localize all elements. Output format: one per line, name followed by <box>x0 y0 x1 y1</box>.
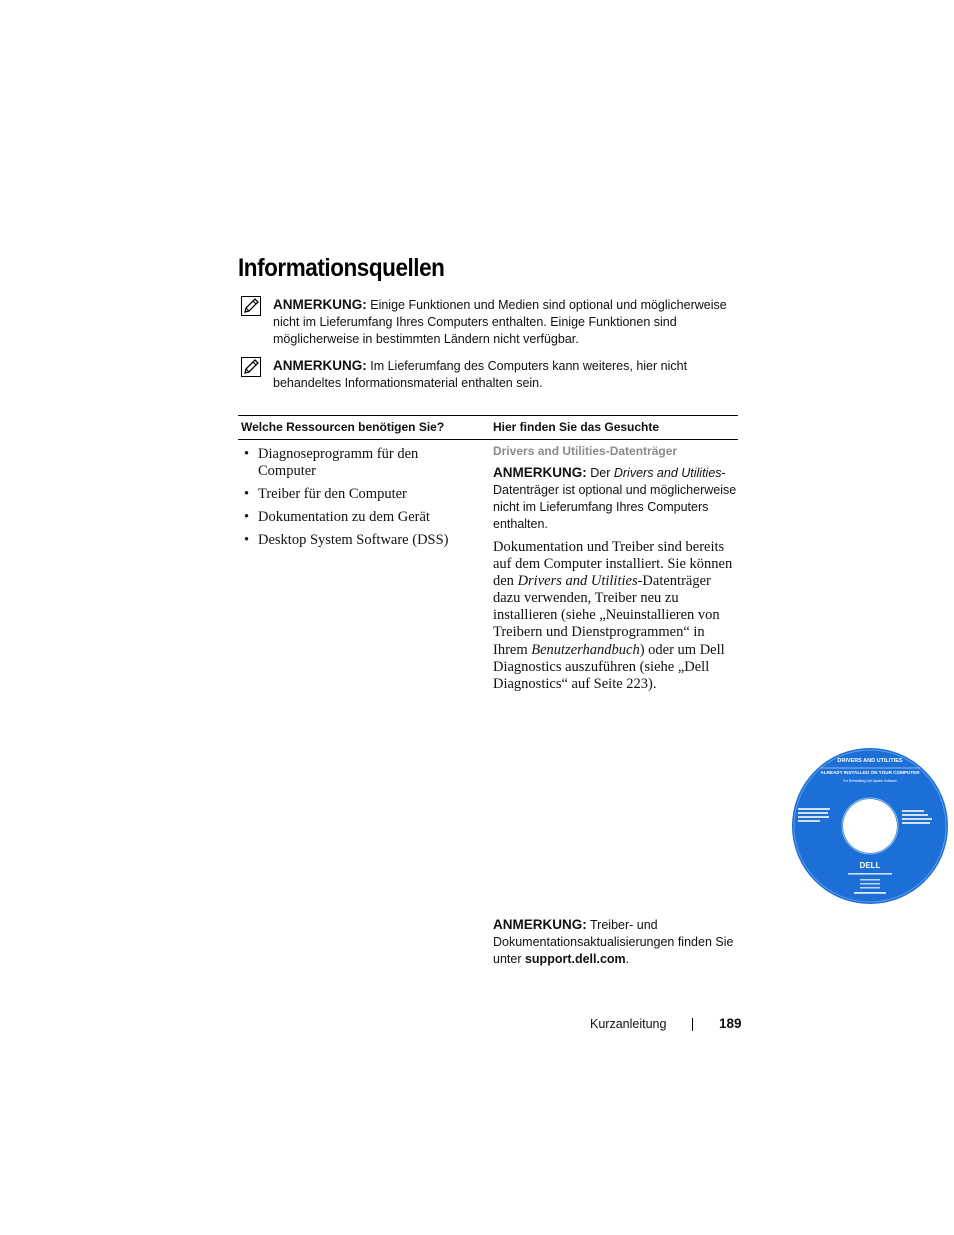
header-location: Hier finden Sie das Gesuchte <box>493 420 660 434</box>
note-text: Im Lieferumfang des Computers kann weiteres, hier nicht behandeltes Informationsmaterial enthalten sein. <box>273 359 688 390</box>
note-1 <box>238 296 738 348</box>
resources-table <box>238 415 920 966</box>
support-link: support.dell.com <box>524 952 626 966</box>
note-label: ANMERKUNG: <box>273 297 367 312</box>
note-text: Einige Funktionen und Medien sind optional und möglicherweise nicht im Lieferumfang Ihres Computers enthalten. Einige Funktionen sind möglicherweise in bestimmten Ländern nicht verfügbar. <box>273 298 727 346</box>
disc-description: Dokumentation und Treiber sind bereits auf dem Computer installiert. Sie können den Drivers and Utilities-Datenträger dazu verwenden, Treiber neu zu installieren (siehe „Neuinstallieren von Treibern und Dienstprogrammen“ in Ihrem Benutzerhandbuch) oder um Dell Diagnostics auszuführen (siehe „Dell Diagnostics“ auf Seite 223). <box>493 539 733 692</box>
header-resources: Welche Ressourcen benötigen Sie? <box>241 420 445 434</box>
list-item: • Diagnoseprogramm für den Computer <box>244 446 419 479</box>
drivers-utilities-disc-image <box>790 746 950 906</box>
footer-doc-name: Kurzanleitung <box>590 1017 667 1031</box>
note-pencil-icon <box>241 357 261 377</box>
note-2 <box>238 357 738 392</box>
page-footer <box>0 1015 954 1035</box>
resources-list <box>238 446 473 555</box>
svg-text:ALREADY INSTALLED ON YOUR COMP: ALREADY INSTALLED ON YOUR COMPUTER <box>820 770 920 775</box>
section-title: Drivers and Utilities-Datenträger <box>493 444 678 458</box>
page-title: Informationsquellen <box>238 254 445 282</box>
footer-separator <box>692 1018 693 1031</box>
svg-text:For Reinstalling Dell System S: For Reinstalling Dell System Software <box>843 779 897 783</box>
location-cell <box>493 444 920 966</box>
note-label: ANMERKUNG: <box>273 358 367 373</box>
svg-text:DRIVERS AND UTILITIES: DRIVERS AND UTILITIES <box>837 758 903 764</box>
note-pencil-icon <box>241 296 261 316</box>
disc-note: ANMERKUNG: Der Drivers and Utilities-Datenträger ist optional und möglicherweise nicht im Lieferumfang Ihres Computers enthalten. <box>493 465 737 531</box>
update-note: ANMERKUNG: Treiber- und Dokumentationsaktualisierungen finden Sie unter support.dell.com. <box>493 917 734 966</box>
list-item: • Desktop System Software (DSS) <box>244 532 449 548</box>
page-number: 189 <box>719 1016 742 1031</box>
list-item: • Dokumentation zu dem Gerät <box>244 509 430 525</box>
svg-text:DELL: DELL <box>859 861 881 870</box>
table-header <box>238 416 738 440</box>
list-item: • Treiber für den Computer <box>244 486 407 502</box>
